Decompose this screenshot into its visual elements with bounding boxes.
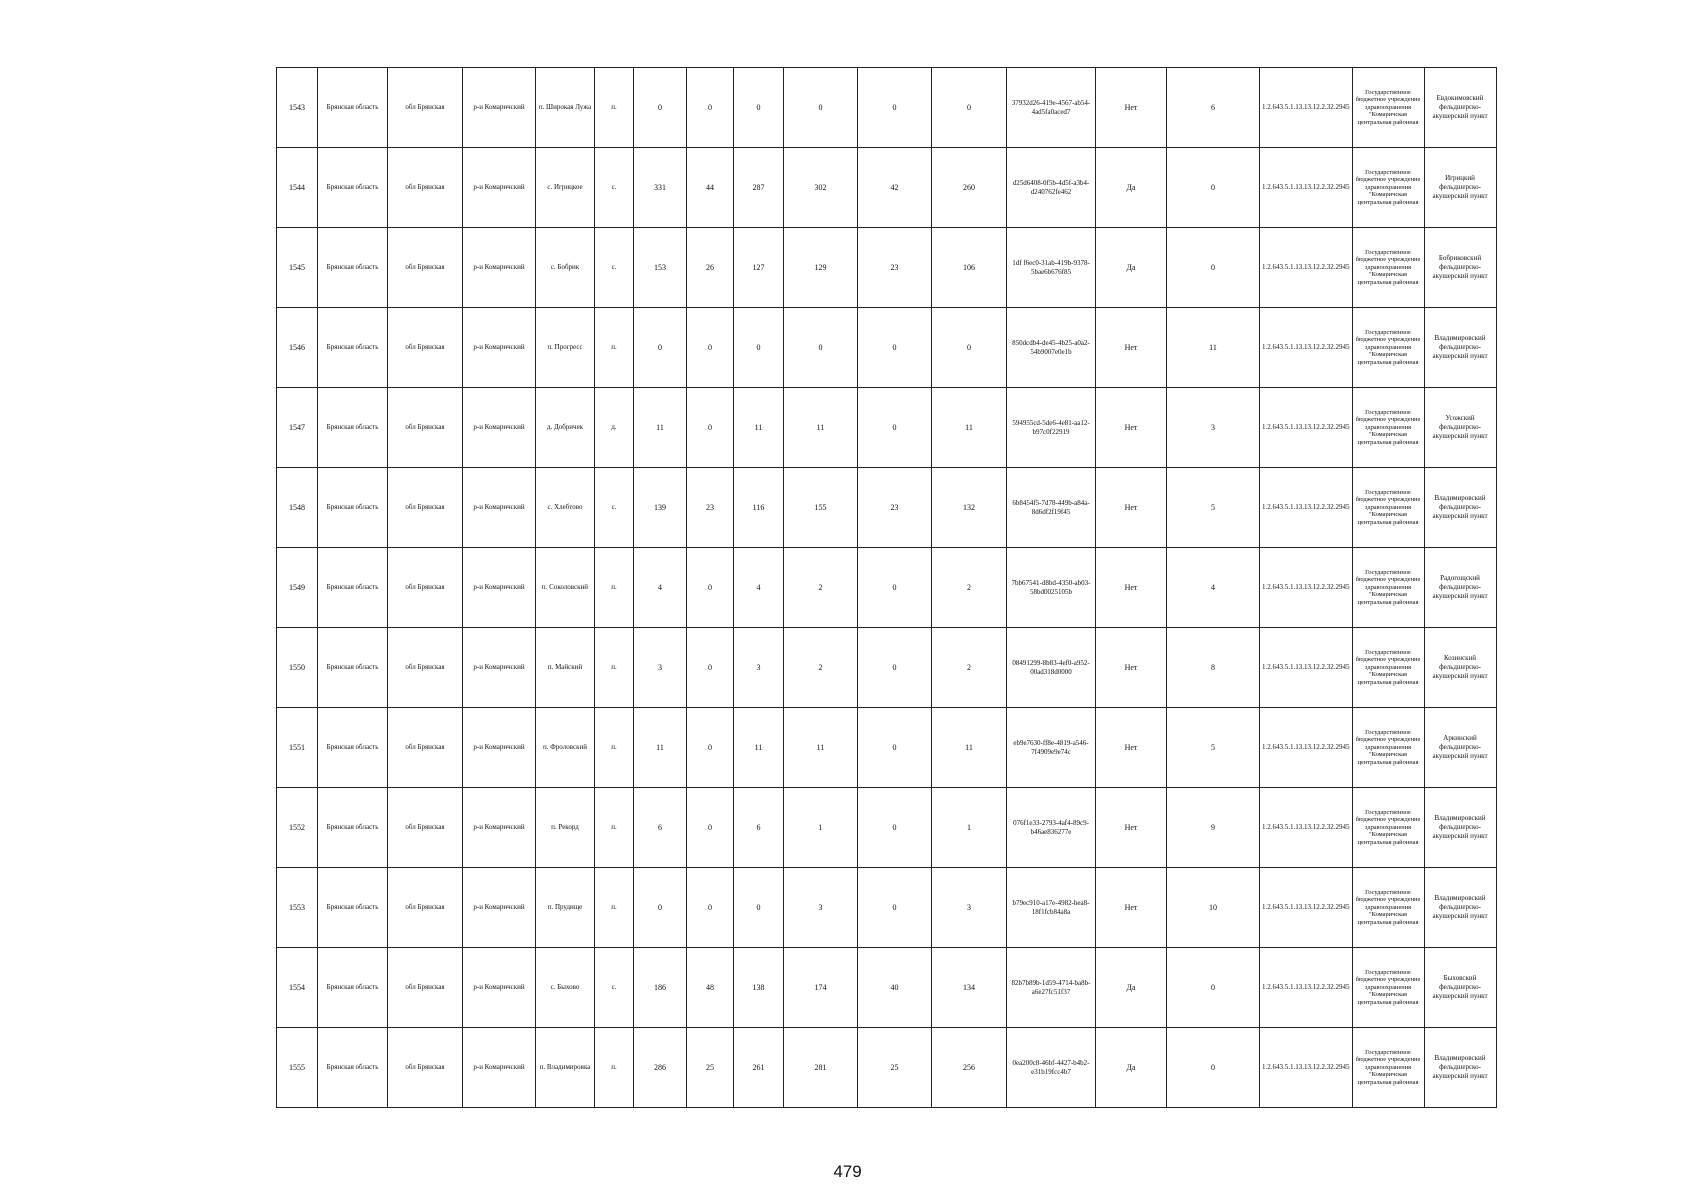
value-cell: 0 — [858, 708, 932, 788]
value-cell: 11 — [734, 708, 784, 788]
oblast-cell: обл Брянская — [388, 1028, 463, 1108]
institution-cell: Государственное бюджетное учреждение здравоохранения "Комаричская центральная районная — [1352, 948, 1424, 1028]
institution-cell: Государственное бюджетное учреждение здравоохранения "Комаричская центральная районная — [1352, 1028, 1424, 1108]
value-cell: 23 — [858, 468, 932, 548]
region-cell: Брянская область — [318, 548, 388, 628]
value-cell: 44 — [687, 148, 734, 228]
district-cell: р-н Комаричский — [463, 868, 536, 948]
value-cell: 11 — [634, 708, 687, 788]
flag-cell: Да — [1096, 148, 1167, 228]
value-cell: 0 — [687, 388, 734, 468]
value-cell: 23 — [858, 228, 932, 308]
row-number-cell: 1543 — [277, 68, 318, 148]
locality-cell: с. Хлебтово — [536, 468, 595, 548]
flag-cell: Да — [1096, 948, 1167, 1028]
value-cell: 0 — [932, 68, 1007, 148]
flag-cell: Да — [1096, 228, 1167, 308]
region-cell: Брянская область — [318, 308, 388, 388]
region-cell: Брянская область — [318, 708, 388, 788]
guid-cell: 850dcdb4-de45-4b25-a0a2-54b9007e0e1b — [1007, 308, 1096, 388]
value-cell: 25 — [687, 1028, 734, 1108]
guid-cell: eb9e7630-ff8e-4819-a546-7f4909e9e74c — [1007, 708, 1096, 788]
institution-cell: Государственное бюджетное учреждение здравоохранения "Комаричская центральная районная — [1352, 228, 1424, 308]
guid-cell: 594955cd-5de6-4e81-aa12-b97c0f22919 — [1007, 388, 1096, 468]
institution-cell: Государственное бюджетное учреждение здравоохранения "Комаричская центральная районная — [1352, 788, 1424, 868]
oblast-cell: обл Брянская — [388, 628, 463, 708]
district-cell: р-н Комаричский — [463, 788, 536, 868]
guid-cell: d25d6408-0f5b-4d5f-a3b4-d240762fe462 — [1007, 148, 1096, 228]
medical-point-cell: Аркинский фельдшерско-акушерский пункт — [1424, 708, 1496, 788]
locality-cell: д. Добричек — [536, 388, 595, 468]
flag-cell: Нет — [1096, 68, 1167, 148]
region-cell: Брянская область — [318, 1028, 388, 1108]
table-row — [277, 308, 1497, 388]
value-cell: 48 — [687, 948, 734, 1028]
institution-cell: Государственное бюджетное учреждение здравоохранения "Комаричская центральная районная — [1352, 628, 1424, 708]
value-cell: 4 — [634, 548, 687, 628]
value-cell: 1 — [932, 788, 1007, 868]
region-cell: Брянская область — [318, 628, 388, 708]
region-cell: Брянская область — [318, 228, 388, 308]
district-cell: р-н Комаричский — [463, 308, 536, 388]
row-number-cell: 1555 — [277, 1028, 318, 1108]
table-row — [277, 468, 1497, 548]
flag-cell: Да — [1096, 1028, 1167, 1108]
value-cell: 331 — [634, 148, 687, 228]
district-cell: р-н Комаричский — [463, 548, 536, 628]
oblast-cell: обл Брянская — [388, 68, 463, 148]
medical-point-cell: Владимировский фельдшерско-акушерский пункт — [1424, 468, 1496, 548]
guid-cell: 076f1e33-2793-4af4-89c9-b46ae836277e — [1007, 788, 1096, 868]
value-cell: 129 — [784, 228, 858, 308]
value-cell: 261 — [734, 1028, 784, 1108]
region-cell: Брянская область — [318, 788, 388, 868]
institution-cell: Государственное бюджетное учреждение здравоохранения "Комаричская центральная районная — [1352, 548, 1424, 628]
value-cell: 0 — [734, 68, 784, 148]
value-cell: 11 — [932, 708, 1007, 788]
distance-cell: 0 — [1167, 948, 1260, 1028]
table-row — [277, 148, 1497, 228]
value-cell: 6 — [734, 788, 784, 868]
distance-cell: 8 — [1167, 628, 1260, 708]
value-cell: 40 — [858, 948, 932, 1028]
distance-cell: 3 — [1167, 388, 1260, 468]
value-cell: 2 — [932, 548, 1007, 628]
value-cell: 286 — [634, 1028, 687, 1108]
settlement-type-cell: п. — [595, 1028, 634, 1108]
value-cell: 0 — [734, 868, 784, 948]
settlement-type-cell: д. — [595, 388, 634, 468]
value-cell: 0 — [858, 788, 932, 868]
oid-cell: 1.2.643.5.1.13.13.12.2.32.2945 — [1260, 548, 1353, 628]
medical-point-cell: Владимировский фельдшерско-акушерский пункт — [1424, 868, 1496, 948]
oblast-cell: обл Брянская — [388, 788, 463, 868]
guid-cell: b79ec910-a17e-4982-bea8-18f1fcb84a8a — [1007, 868, 1096, 948]
row-number-cell: 1552 — [277, 788, 318, 868]
institution-cell: Государственное бюджетное учреждение здравоохранения "Комаричская центральная районная — [1352, 68, 1424, 148]
settlement-type-cell: п. — [595, 788, 634, 868]
table-row — [277, 788, 1497, 868]
flag-cell: Нет — [1096, 308, 1167, 388]
locality-cell: п. Соколовский — [536, 548, 595, 628]
value-cell: 0 — [634, 308, 687, 388]
value-cell: 0 — [784, 68, 858, 148]
value-cell: 155 — [784, 468, 858, 548]
row-number-cell: 1550 — [277, 628, 318, 708]
distance-cell: 5 — [1167, 468, 1260, 548]
flag-cell: Нет — [1096, 628, 1167, 708]
value-cell: 281 — [784, 1028, 858, 1108]
settlement-type-cell: п. — [595, 308, 634, 388]
flag-cell: Нет — [1096, 708, 1167, 788]
table-row — [277, 388, 1497, 468]
institution-cell: Государственное бюджетное учреждение здравоохранения "Комаричская центральная районная — [1352, 388, 1424, 468]
oid-cell: 1.2.643.5.1.13.13.12.2.32.2945 — [1260, 708, 1353, 788]
district-cell: р-н Комаричский — [463, 708, 536, 788]
medical-point-cell: Радогощский фельдшерско-акушерский пункт — [1424, 548, 1496, 628]
region-cell: Брянская область — [318, 148, 388, 228]
value-cell: 0 — [687, 868, 734, 948]
medical-point-cell: Быховский фельдшерско-акушерский пункт — [1424, 948, 1496, 1028]
value-cell: 11 — [784, 388, 858, 468]
oblast-cell: обл Брянская — [388, 388, 463, 468]
flag-cell: Нет — [1096, 388, 1167, 468]
distance-cell: 6 — [1167, 68, 1260, 148]
medical-point-cell: Владимировский фельдшерско-акушерский пункт — [1424, 1028, 1496, 1108]
guid-cell: 6b8454f5-7d78-449b-a84a-8d6df2f19f45 — [1007, 468, 1096, 548]
oblast-cell: обл Брянская — [388, 228, 463, 308]
distance-cell: 0 — [1167, 1028, 1260, 1108]
oid-cell: 1.2.643.5.1.13.13.12.2.32.2945 — [1260, 68, 1353, 148]
row-number-cell: 1546 — [277, 308, 318, 388]
value-cell: 0 — [687, 788, 734, 868]
locality-cell: п. Владимировка — [536, 1028, 595, 1108]
table-row — [277, 868, 1497, 948]
value-cell: 127 — [734, 228, 784, 308]
guid-cell: 1df f6ec0-31ab-419b-9378-5bae6b676f85 — [1007, 228, 1096, 308]
oid-cell: 1.2.643.5.1.13.13.12.2.32.2945 — [1260, 628, 1353, 708]
value-cell: 26 — [687, 228, 734, 308]
guid-cell: 82b7b89b-1d59-4714-ba8b-a6e27fc51f37 — [1007, 948, 1096, 1028]
district-cell: р-н Комаричский — [463, 148, 536, 228]
settlement-type-cell: п. — [595, 68, 634, 148]
row-number-cell: 1551 — [277, 708, 318, 788]
value-cell: 0 — [687, 548, 734, 628]
value-cell: 0 — [858, 388, 932, 468]
value-cell: 25 — [858, 1028, 932, 1108]
settlement-type-cell: п. — [595, 868, 634, 948]
medical-point-cell: Евдокимовский фельдшерско-акушерский пункт — [1424, 68, 1496, 148]
institution-cell: Государственное бюджетное учреждение здравоохранения "Комаричская центральная районная — [1352, 708, 1424, 788]
value-cell: 132 — [932, 468, 1007, 548]
oid-cell: 1.2.643.5.1.13.13.12.2.32.2945 — [1260, 148, 1353, 228]
locality-cell: п. Рекорд — [536, 788, 595, 868]
row-number-cell: 1545 — [277, 228, 318, 308]
value-cell: 0 — [687, 628, 734, 708]
district-cell: р-н Комаричский — [463, 1028, 536, 1108]
value-cell: 138 — [734, 948, 784, 1028]
settlements-table — [276, 67, 1497, 1108]
distance-cell: 0 — [1167, 228, 1260, 308]
row-number-cell: 1547 — [277, 388, 318, 468]
district-cell: р-н Комаричский — [463, 388, 536, 468]
oid-cell: 1.2.643.5.1.13.13.12.2.32.2945 — [1260, 228, 1353, 308]
oid-cell: 1.2.643.5.1.13.13.12.2.32.2945 — [1260, 388, 1353, 468]
value-cell: 2 — [784, 628, 858, 708]
oblast-cell: обл Брянская — [388, 948, 463, 1028]
value-cell: 3 — [784, 868, 858, 948]
distance-cell: 9 — [1167, 788, 1260, 868]
value-cell: 0 — [858, 308, 932, 388]
table-row — [277, 68, 1497, 148]
value-cell: 0 — [858, 628, 932, 708]
district-cell: р-н Комаричский — [463, 948, 536, 1028]
oblast-cell: обл Брянская — [388, 708, 463, 788]
locality-cell: с. Бобрик — [536, 228, 595, 308]
district-cell: р-н Комаричский — [463, 468, 536, 548]
value-cell: 0 — [634, 68, 687, 148]
value-cell: 0 — [734, 308, 784, 388]
institution-cell: Государственное бюджетное учреждение здравоохранения "Комаричская центральная районная — [1352, 308, 1424, 388]
value-cell: 2 — [784, 548, 858, 628]
oid-cell: 1.2.643.5.1.13.13.12.2.32.2945 — [1260, 788, 1353, 868]
locality-cell: с. Игрицкое — [536, 148, 595, 228]
locality-cell: с. Быхово — [536, 948, 595, 1028]
value-cell: 3 — [932, 868, 1007, 948]
region-cell: Брянская область — [318, 68, 388, 148]
distance-cell: 4 — [1167, 548, 1260, 628]
district-cell: р-н Комаричский — [463, 628, 536, 708]
value-cell: 287 — [734, 148, 784, 228]
flag-cell: Нет — [1096, 788, 1167, 868]
settlement-type-cell: с. — [595, 148, 634, 228]
row-number-cell: 1549 — [277, 548, 318, 628]
guid-cell: 08491299-8b83-4ef0-a952-00ad318d0000 — [1007, 628, 1096, 708]
settlement-type-cell: с. — [595, 948, 634, 1028]
oid-cell: 1.2.643.5.1.13.13.12.2.32.2945 — [1260, 868, 1353, 948]
settlement-type-cell: с. — [595, 468, 634, 548]
settlement-type-cell: п. — [595, 548, 634, 628]
value-cell: 42 — [858, 148, 932, 228]
value-cell: 153 — [634, 228, 687, 308]
value-cell: 260 — [932, 148, 1007, 228]
institution-cell: Государственное бюджетное учреждение здравоохранения "Комаричская центральная районная — [1352, 148, 1424, 228]
flag-cell: Нет — [1096, 468, 1167, 548]
value-cell: 0 — [858, 68, 932, 148]
value-cell: 139 — [634, 468, 687, 548]
distance-cell: 0 — [1167, 148, 1260, 228]
value-cell: 106 — [932, 228, 1007, 308]
locality-cell: п. Прогресс — [536, 308, 595, 388]
medical-point-cell: Бобриковский фельдшерско-акушерский пункт — [1424, 228, 1496, 308]
value-cell: 1 — [784, 788, 858, 868]
region-cell: Брянская область — [318, 468, 388, 548]
distance-cell: 11 — [1167, 308, 1260, 388]
flag-cell: Нет — [1096, 548, 1167, 628]
oid-cell: 1.2.643.5.1.13.13.12.2.32.2945 — [1260, 1028, 1353, 1108]
distance-cell: 5 — [1167, 708, 1260, 788]
value-cell: 256 — [932, 1028, 1007, 1108]
value-cell: 134 — [932, 948, 1007, 1028]
value-cell: 186 — [634, 948, 687, 1028]
value-cell: 174 — [784, 948, 858, 1028]
value-cell: 4 — [734, 548, 784, 628]
institution-cell: Государственное бюджетное учреждение здравоохранения "Комаричская центральная районная — [1352, 468, 1424, 548]
distance-cell: 10 — [1167, 868, 1260, 948]
value-cell: 11 — [932, 388, 1007, 468]
row-number-cell: 1554 — [277, 948, 318, 1028]
value-cell: 0 — [687, 68, 734, 148]
district-cell: р-н Комаричский — [463, 68, 536, 148]
table-row — [277, 628, 1497, 708]
region-cell: Брянская область — [318, 948, 388, 1028]
row-number-cell: 1548 — [277, 468, 318, 548]
guid-cell: 37932d26-419e-4567-ab54-4ad5fa0aced7 — [1007, 68, 1096, 148]
medical-point-cell: Усожский фельдшерско-акушерский пункт — [1424, 388, 1496, 468]
value-cell: 0 — [784, 308, 858, 388]
value-cell: 6 — [634, 788, 687, 868]
value-cell: 116 — [734, 468, 784, 548]
oblast-cell: обл Брянская — [388, 468, 463, 548]
district-cell: р-н Комаричский — [463, 228, 536, 308]
row-number-cell: 1544 — [277, 148, 318, 228]
oblast-cell: обл Брянская — [388, 868, 463, 948]
value-cell: 0 — [687, 308, 734, 388]
value-cell: 11 — [634, 388, 687, 468]
page-number: 479 — [833, 1162, 862, 1181]
value-cell: 0 — [634, 868, 687, 948]
flag-cell: Нет — [1096, 868, 1167, 948]
oid-cell: 1.2.643.5.1.13.13.12.2.32.2945 — [1260, 308, 1353, 388]
guid-cell: 7bb67541-d8bd-4350-ab03-58bd0025105b — [1007, 548, 1096, 628]
locality-cell: п. Майский — [536, 628, 595, 708]
settlement-type-cell: п. — [595, 708, 634, 788]
value-cell: 11 — [784, 708, 858, 788]
value-cell: 11 — [734, 388, 784, 468]
guid-cell: 0ea200c8-46bf-4427-b4b2-e31b19fcc4b7 — [1007, 1028, 1096, 1108]
table-row — [277, 228, 1497, 308]
settlement-type-cell: с. — [595, 228, 634, 308]
row-number-cell: 1553 — [277, 868, 318, 948]
settlement-type-cell: п. — [595, 628, 634, 708]
value-cell: 0 — [858, 548, 932, 628]
locality-cell: п. Фроловский — [536, 708, 595, 788]
value-cell: 2 — [932, 628, 1007, 708]
medical-point-cell: Козинский фельдшерско-акушерский пункт — [1424, 628, 1496, 708]
locality-cell: п. Прудище — [536, 868, 595, 948]
table-row — [277, 1028, 1497, 1108]
table-row — [277, 548, 1497, 628]
oid-cell: 1.2.643.5.1.13.13.12.2.32.2945 — [1260, 468, 1353, 548]
institution-cell: Государственное бюджетное учреждение здравоохранения "Комаричская центральная районная — [1352, 868, 1424, 948]
medical-point-cell: Владимировский фельдшерско-акушерский пункт — [1424, 788, 1496, 868]
value-cell: 23 — [687, 468, 734, 548]
oid-cell: 1.2.643.5.1.13.13.12.2.32.2945 — [1260, 948, 1353, 1028]
region-cell: Брянская область — [318, 388, 388, 468]
oblast-cell: обл Брянская — [388, 308, 463, 388]
table-row — [277, 948, 1497, 1028]
oblast-cell: обл Брянская — [388, 548, 463, 628]
value-cell: 0 — [932, 308, 1007, 388]
value-cell: 3 — [634, 628, 687, 708]
value-cell: 302 — [784, 148, 858, 228]
region-cell: Брянская область — [318, 868, 388, 948]
oblast-cell: обл Брянская — [388, 148, 463, 228]
table-row — [277, 708, 1497, 788]
medical-point-cell: Владимировский фельдшерско-акушерский пункт — [1424, 308, 1496, 388]
locality-cell: п. Широкая Лужа — [536, 68, 595, 148]
value-cell: 0 — [687, 708, 734, 788]
medical-point-cell: Игрицкий фельдшерско-акушерский пункт — [1424, 148, 1496, 228]
value-cell: 0 — [858, 868, 932, 948]
value-cell: 3 — [734, 628, 784, 708]
